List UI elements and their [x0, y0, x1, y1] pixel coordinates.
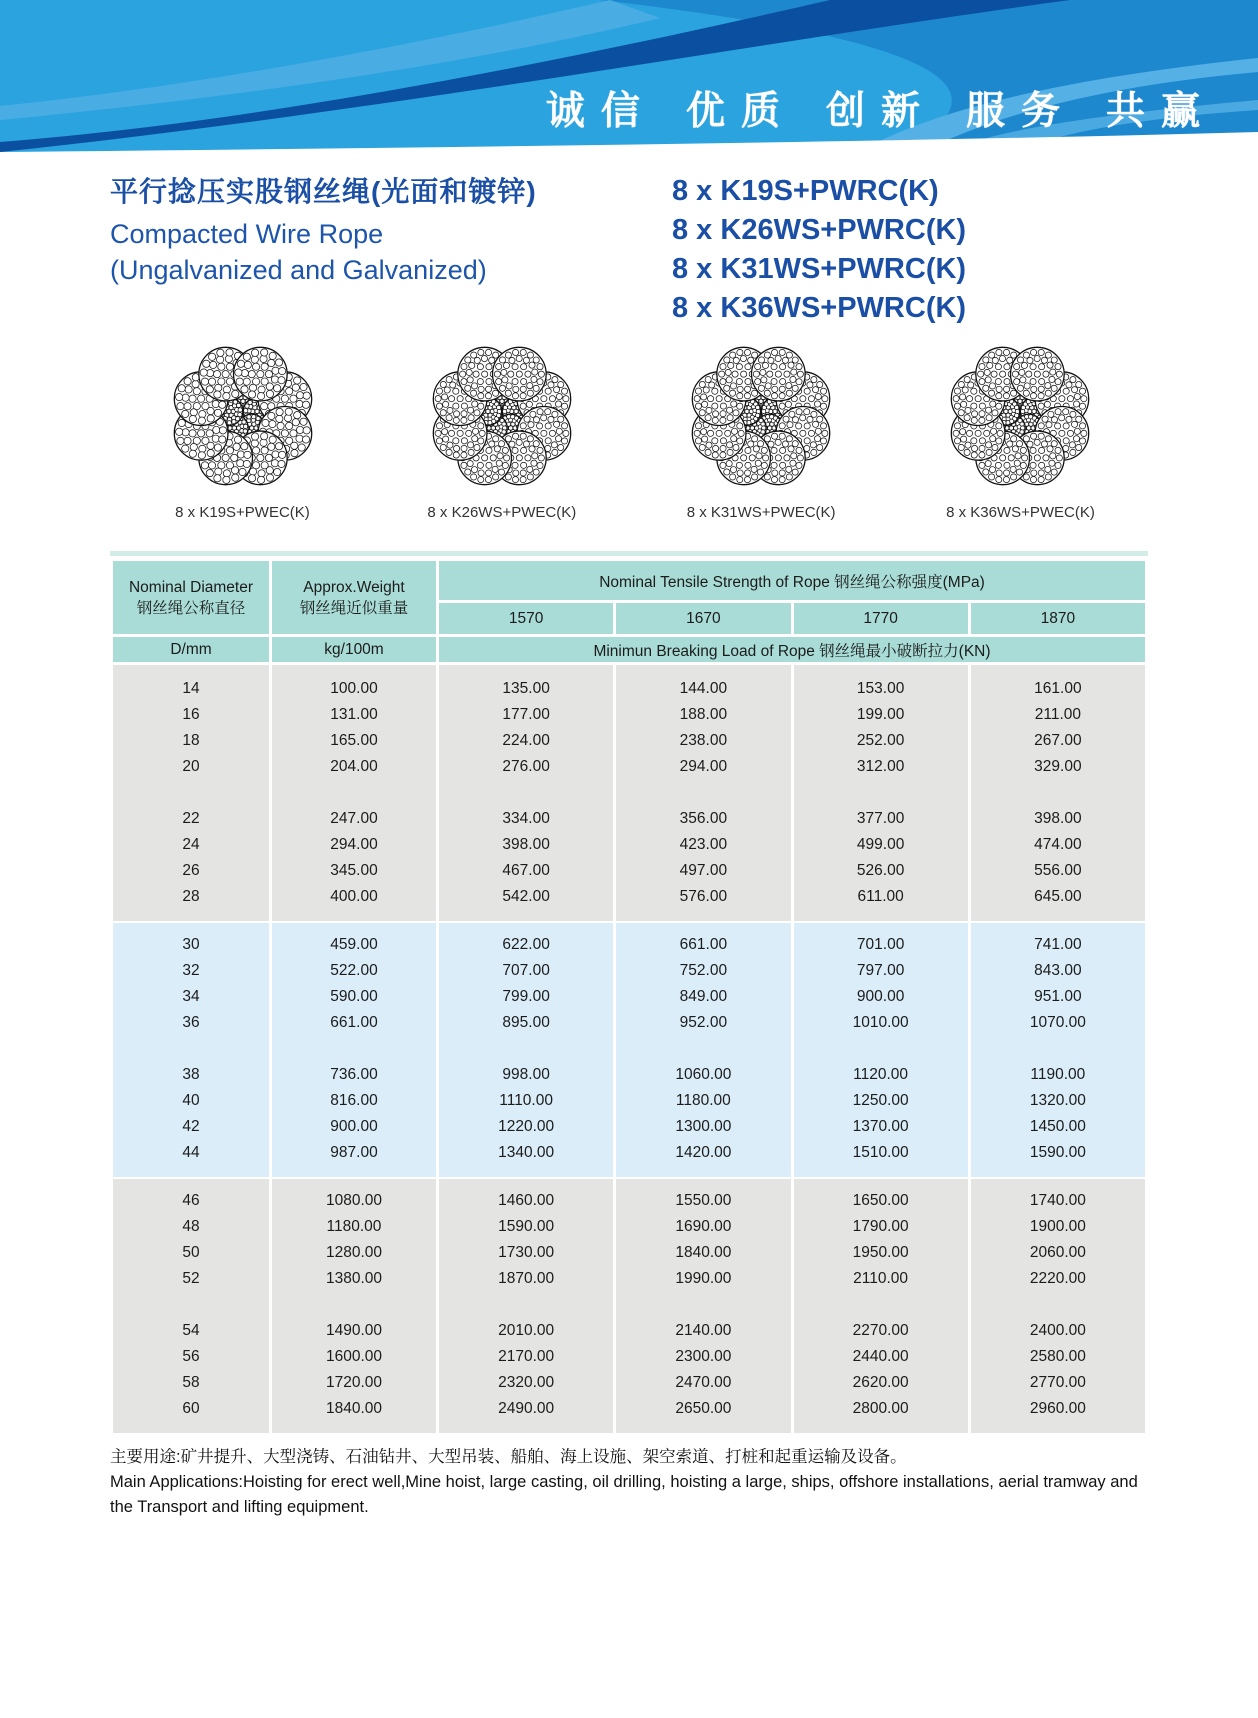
table-cell: 20 — [113, 754, 269, 780]
spacer-cell — [971, 1036, 1145, 1062]
spacer-cell — [113, 1166, 269, 1177]
table-cell: 32 — [113, 958, 269, 984]
spacer-cell — [794, 665, 968, 676]
table-cell: 952.00 — [616, 1010, 790, 1036]
spacer-cell — [794, 1177, 968, 1188]
table-cell: 900.00 — [794, 984, 968, 1010]
table-cell: 22 — [113, 806, 269, 832]
spacer-cell — [113, 921, 269, 932]
table-cell: 1590.00 — [971, 1140, 1145, 1166]
rope-cross-section-icon — [687, 342, 835, 490]
table-cell: 165.00 — [272, 728, 436, 754]
table-cell: 556.00 — [971, 858, 1145, 884]
page-title-en — [110, 216, 672, 288]
table-cell: 1280.00 — [272, 1240, 436, 1266]
table-cell: 1720.00 — [272, 1370, 436, 1396]
spacer-cell — [616, 665, 790, 676]
spacer-cell — [794, 780, 968, 806]
table-cell: 46 — [113, 1188, 269, 1214]
table-cell: 661.00 — [272, 1010, 436, 1036]
table-cell: 611.00 — [794, 884, 968, 910]
table-cell: 2320.00 — [439, 1370, 613, 1396]
spacer-cell — [794, 1036, 968, 1062]
slogan-word: 创新 — [825, 90, 936, 133]
page-title-en-line2: (Ungalvanized and Galvanized) — [110, 255, 487, 285]
table-cell: 2270.00 — [794, 1318, 968, 1344]
table-cell: 2060.00 — [971, 1240, 1145, 1266]
spacer-cell — [113, 1177, 269, 1188]
table-cell: 1220.00 — [439, 1114, 613, 1140]
table-cell: 135.00 — [439, 676, 613, 702]
spacer-cell — [971, 780, 1145, 806]
table-cell: 58 — [113, 1370, 269, 1396]
spacer-row — [113, 1166, 1145, 1177]
spacer-cell — [616, 1036, 790, 1062]
table-cell: 2220.00 — [971, 1266, 1145, 1292]
table-cell: 1370.00 — [794, 1114, 968, 1140]
table-cell: 26 — [113, 858, 269, 884]
table-cell: 1870.00 — [439, 1266, 613, 1292]
table-cell: 2010.00 — [439, 1318, 613, 1344]
spacer-cell — [272, 780, 436, 806]
table-cell: 2110.00 — [794, 1266, 968, 1292]
table-cell: 398.00 — [439, 832, 613, 858]
spacer-cell — [794, 910, 968, 921]
table-group — [113, 1177, 1145, 1433]
table-cell: 2300.00 — [616, 1344, 790, 1370]
spacer-cell — [616, 1422, 790, 1433]
spacer-cell — [439, 1422, 613, 1433]
spacer-cell — [113, 910, 269, 921]
table-row — [113, 728, 1145, 754]
table-cell: 1730.00 — [439, 1240, 613, 1266]
rope-diagrams — [0, 328, 1258, 521]
table-cell: 1120.00 — [794, 1062, 968, 1088]
table-cell: 1110.00 — [439, 1088, 613, 1114]
spacer-cell — [113, 1422, 269, 1433]
product-code: 8 x K31WS+PWRC(K) — [672, 253, 967, 285]
page-title-en-line1: Compacted Wire Rope — [110, 219, 384, 249]
table-cell: 267.00 — [971, 728, 1145, 754]
table-cell: 622.00 — [439, 932, 613, 958]
table-cell: 1790.00 — [794, 1214, 968, 1240]
table-cell: 398.00 — [971, 806, 1145, 832]
table-cell: 16 — [113, 702, 269, 728]
product-code: 8 x K19S+PWRC(K) — [672, 175, 939, 207]
product-code: 8 x K26WS+PWRC(K) — [672, 214, 967, 246]
table-cell: 951.00 — [971, 984, 1145, 1010]
table-cell: 526.00 — [794, 858, 968, 884]
table-cell: 276.00 — [439, 754, 613, 780]
table-cell: 1080.00 — [272, 1188, 436, 1214]
spacer-cell — [794, 1166, 968, 1177]
table-row — [113, 1266, 1145, 1292]
spec-table-section — [110, 551, 1148, 1433]
table-cell: 998.00 — [439, 1062, 613, 1088]
header-approx-weight-zh: 钢丝绳近似重量 — [299, 599, 409, 617]
header-grade-1770: 1770 — [794, 603, 968, 637]
spacer-cell — [794, 1422, 968, 1433]
spacer-cell — [794, 921, 968, 932]
spacer-row — [113, 1292, 1145, 1318]
spacer-cell — [272, 1422, 436, 1433]
table-cell: 2800.00 — [794, 1396, 968, 1422]
table-cell: 1340.00 — [439, 1140, 613, 1166]
table-row — [113, 1010, 1145, 1036]
rope-cross-section-icon — [169, 342, 317, 490]
table-cell: 2580.00 — [971, 1344, 1145, 1370]
table-cell: 1550.00 — [616, 1188, 790, 1214]
table-cell: 1320.00 — [971, 1088, 1145, 1114]
spacer-cell — [272, 1177, 436, 1188]
table-cell: 849.00 — [616, 984, 790, 1010]
rope-figure — [125, 342, 360, 521]
table-cell: 2960.00 — [971, 1396, 1145, 1422]
table-cell: 1010.00 — [794, 1010, 968, 1036]
table-cell: 1840.00 — [272, 1396, 436, 1422]
table-cell: 1300.00 — [616, 1114, 790, 1140]
table-cell: 2770.00 — [971, 1370, 1145, 1396]
product-code: 8 x K36WS+PWRC(K) — [672, 292, 967, 324]
table-cell: 645.00 — [971, 884, 1145, 910]
table-cell: 1650.00 — [794, 1188, 968, 1214]
table-cell: 816.00 — [272, 1088, 436, 1114]
table-cell: 199.00 — [794, 702, 968, 728]
spacer-cell — [971, 1177, 1145, 1188]
page-title-zh: 平行捻压实股钢丝绳(光面和镀锌) — [110, 176, 537, 207]
table-cell: 459.00 — [272, 932, 436, 958]
table-group — [113, 665, 1145, 921]
table-row — [113, 702, 1145, 728]
header-nominal-diameter-en: Nominal Diameter — [128, 578, 254, 596]
rope-cross-section-icon — [946, 342, 1094, 490]
table-row — [113, 984, 1145, 1010]
table-cell: 177.00 — [439, 702, 613, 728]
table-cell: 900.00 — [272, 1114, 436, 1140]
table-row — [113, 754, 1145, 780]
spacer-cell — [272, 921, 436, 932]
table-cell: 701.00 — [794, 932, 968, 958]
table-group — [113, 921, 1145, 1177]
table-cell: 2620.00 — [794, 1370, 968, 1396]
table-cell: 1450.00 — [971, 1114, 1145, 1140]
spacer-cell — [439, 780, 613, 806]
rope-cross-section-icon — [428, 342, 576, 490]
table-cell: 1250.00 — [794, 1088, 968, 1114]
slogan-word: 共赢 — [1105, 90, 1216, 133]
table-cell: 2400.00 — [971, 1318, 1145, 1344]
table-cell: 312.00 — [794, 754, 968, 780]
table-row — [113, 858, 1145, 884]
rope-caption: 8 x K31WS+PWEC(K) — [686, 504, 836, 521]
main-applications — [0, 1433, 1258, 1520]
spacer-cell — [616, 780, 790, 806]
table-cell: 797.00 — [794, 958, 968, 984]
table-row — [113, 1318, 1145, 1344]
table-cell: 356.00 — [616, 806, 790, 832]
table-cell: 188.00 — [616, 702, 790, 728]
table-row — [113, 1370, 1145, 1396]
table-cell: 987.00 — [272, 1140, 436, 1166]
spacer-row — [113, 1177, 1145, 1188]
slogan-word: 诚信 — [545, 90, 656, 133]
header-approx-weight-en: Approx.Weight — [303, 578, 405, 596]
table-row — [113, 958, 1145, 984]
table-cell: 1950.00 — [794, 1240, 968, 1266]
spacer-cell — [971, 665, 1145, 676]
table-cell: 1840.00 — [616, 1240, 790, 1266]
table-cell: 1460.00 — [439, 1188, 613, 1214]
slogan-word: 优质 — [685, 90, 796, 133]
table-cell: 18 — [113, 728, 269, 754]
spacer-row — [113, 1422, 1145, 1433]
table-cell: 48 — [113, 1214, 269, 1240]
table-cell: 1690.00 — [616, 1214, 790, 1240]
spacer-cell — [113, 1036, 269, 1062]
table-cell: 56 — [113, 1344, 269, 1370]
spacer-row — [113, 665, 1145, 676]
table-cell: 44 — [113, 1140, 269, 1166]
table-row — [113, 1188, 1145, 1214]
table-row — [113, 676, 1145, 702]
rope-caption: 8 x K26WS+PWEC(K) — [427, 504, 577, 521]
spacer-row — [113, 910, 1145, 921]
table-cell: 36 — [113, 1010, 269, 1036]
main-applications-zh: 主要用途:矿井提升、大型浇铸、石油钻井、大型吊装、船舶、海上设施、架空索道、打桩和起重运输及设备。 — [110, 1448, 907, 1466]
table-cell: 843.00 — [971, 958, 1145, 984]
table-cell: 1180.00 — [272, 1214, 436, 1240]
spacer-cell — [439, 910, 613, 921]
table-cell: 2650.00 — [616, 1396, 790, 1422]
spacer-cell — [971, 1422, 1145, 1433]
spacer-cell — [272, 665, 436, 676]
table-row — [113, 806, 1145, 832]
table-cell: 1070.00 — [971, 1010, 1145, 1036]
main-applications-en: Main Applications:Hoisting for erect well,Mine hoist, large casting, oil drilling, hoisting a large, ships, offshore installations, aerial tramway and the Transport and lifting equipment. — [110, 1473, 1138, 1516]
spacer-cell — [272, 1036, 436, 1062]
spacer-row — [113, 1036, 1145, 1062]
table-cell: 294.00 — [616, 754, 790, 780]
table-cell: 24 — [113, 832, 269, 858]
table-row — [113, 1088, 1145, 1114]
table-cell: 1490.00 — [272, 1318, 436, 1344]
table-cell: 224.00 — [439, 728, 613, 754]
spacer-cell — [272, 1292, 436, 1318]
spacer-cell — [616, 1177, 790, 1188]
spacer-cell — [439, 1292, 613, 1318]
table-cell: 522.00 — [272, 958, 436, 984]
table-cell: 497.00 — [616, 858, 790, 884]
table-row — [113, 1062, 1145, 1088]
header-grade-1870: 1870 — [971, 603, 1145, 637]
table-cell: 54 — [113, 1318, 269, 1344]
table-cell: 1590.00 — [439, 1214, 613, 1240]
header-tensile-strength: Nominal Tensile Strength of Rope 钢丝绳公称强度(MPa) — [439, 561, 1145, 603]
table-cell: 2170.00 — [439, 1344, 613, 1370]
spacer-cell — [113, 665, 269, 676]
product-codes — [672, 172, 966, 328]
spacer-cell — [113, 1292, 269, 1318]
table-cell: 2140.00 — [616, 1318, 790, 1344]
spacer-cell — [439, 1036, 613, 1062]
header-nominal-diameter — [113, 561, 269, 637]
rope-figure — [903, 342, 1138, 521]
table-cell: 1420.00 — [616, 1140, 790, 1166]
table-cell: 144.00 — [616, 676, 790, 702]
spacer-cell — [272, 1166, 436, 1177]
table-cell: 474.00 — [971, 832, 1145, 858]
spacer-cell — [439, 1177, 613, 1188]
table-row — [113, 1344, 1145, 1370]
table-cell: 1380.00 — [272, 1266, 436, 1292]
spacer-cell — [272, 910, 436, 921]
table-cell: 467.00 — [439, 858, 613, 884]
spacer-cell — [616, 921, 790, 932]
spacer-cell — [971, 1166, 1145, 1177]
rope-caption: 8 x K36WS+PWEC(K) — [946, 504, 1095, 521]
spacer-row — [113, 780, 1145, 806]
spacer-cell — [794, 1292, 968, 1318]
header-nominal-diameter-zh: 钢丝绳公称直径 — [136, 599, 246, 617]
table-row — [113, 1140, 1145, 1166]
table-row — [113, 1214, 1145, 1240]
table-cell: 14 — [113, 676, 269, 702]
spacer-cell — [439, 921, 613, 932]
table-cell: 1190.00 — [971, 1062, 1145, 1088]
table-cell: 799.00 — [439, 984, 613, 1010]
table-row — [113, 1240, 1145, 1266]
spacer-cell — [113, 780, 269, 806]
table-cell: 153.00 — [794, 676, 968, 702]
table-cell: 2440.00 — [794, 1344, 968, 1370]
table-cell: 1900.00 — [971, 1214, 1145, 1240]
header-breaking-load: Minimun Breaking Load of Rope 钢丝绳最小破断拉力(KN) — [439, 637, 1145, 665]
table-cell: 131.00 — [272, 702, 436, 728]
rope-caption: 8 x K19S+PWEC(K) — [175, 504, 310, 521]
table-row — [113, 1114, 1145, 1140]
table-cell: 238.00 — [616, 728, 790, 754]
table-cell: 752.00 — [616, 958, 790, 984]
table-cell: 204.00 — [272, 754, 436, 780]
spacer-cell — [616, 1292, 790, 1318]
table-cell: 1060.00 — [616, 1062, 790, 1088]
table-cell: 707.00 — [439, 958, 613, 984]
spacer-cell — [971, 1292, 1145, 1318]
spacer-cell — [439, 1166, 613, 1177]
table-cell: 60 — [113, 1396, 269, 1422]
table-cell: 400.00 — [272, 884, 436, 910]
table-cell: 211.00 — [971, 702, 1145, 728]
spec-table — [110, 561, 1148, 1433]
spacer-cell — [971, 921, 1145, 932]
header-grade-1570: 1570 — [439, 603, 613, 637]
table-cell: 294.00 — [272, 832, 436, 858]
table-cell: 1510.00 — [794, 1140, 968, 1166]
table-cell: 590.00 — [272, 984, 436, 1010]
table-cell: 329.00 — [971, 754, 1145, 780]
spacer-cell — [971, 910, 1145, 921]
table-row — [113, 832, 1145, 858]
rope-figure — [384, 342, 619, 521]
table-cell: 247.00 — [272, 806, 436, 832]
slogan-word: 服务 — [965, 90, 1076, 133]
table-cell: 1600.00 — [272, 1344, 436, 1370]
table-cell: 423.00 — [616, 832, 790, 858]
table-cell: 1740.00 — [971, 1188, 1145, 1214]
table-cell: 50 — [113, 1240, 269, 1266]
table-cell: 576.00 — [616, 884, 790, 910]
table-cell: 52 — [113, 1266, 269, 1292]
table-header — [113, 561, 1145, 665]
spacer-cell — [439, 665, 613, 676]
table-cell: 377.00 — [794, 806, 968, 832]
table-cell: 38 — [113, 1062, 269, 1088]
table-cell: 161.00 — [971, 676, 1145, 702]
table-cell: 741.00 — [971, 932, 1145, 958]
table-cell: 661.00 — [616, 932, 790, 958]
table-cell: 100.00 — [272, 676, 436, 702]
header-approx-weight — [272, 561, 436, 637]
spacer-cell — [616, 910, 790, 921]
table-cell: 345.00 — [272, 858, 436, 884]
spacer-row — [113, 921, 1145, 932]
table-top-strip — [110, 551, 1148, 556]
table-cell: 499.00 — [794, 832, 968, 858]
top-banner — [0, 0, 1258, 152]
table-cell: 542.00 — [439, 884, 613, 910]
title-section — [0, 152, 1258, 328]
table-cell: 28 — [113, 884, 269, 910]
banner-slogan — [545, 80, 1216, 136]
header-unit-weight: kg/100m — [272, 637, 436, 665]
table-cell: 736.00 — [272, 1062, 436, 1088]
table-cell: 1180.00 — [616, 1088, 790, 1114]
table-cell: 30 — [113, 932, 269, 958]
header-grade-1670: 1670 — [616, 603, 790, 637]
table-cell: 34 — [113, 984, 269, 1010]
table-cell: 2490.00 — [439, 1396, 613, 1422]
header-unit-diameter: D/mm — [113, 637, 269, 665]
table-cell: 252.00 — [794, 728, 968, 754]
table-cell: 2470.00 — [616, 1370, 790, 1396]
table-cell: 42 — [113, 1114, 269, 1140]
rope-figure — [644, 342, 879, 521]
table-cell: 1990.00 — [616, 1266, 790, 1292]
table-row — [113, 1396, 1145, 1422]
table-row — [113, 884, 1145, 910]
table-row — [113, 932, 1145, 958]
table-cell: 895.00 — [439, 1010, 613, 1036]
table-cell: 334.00 — [439, 806, 613, 832]
table-cell: 40 — [113, 1088, 269, 1114]
spacer-cell — [616, 1166, 790, 1177]
